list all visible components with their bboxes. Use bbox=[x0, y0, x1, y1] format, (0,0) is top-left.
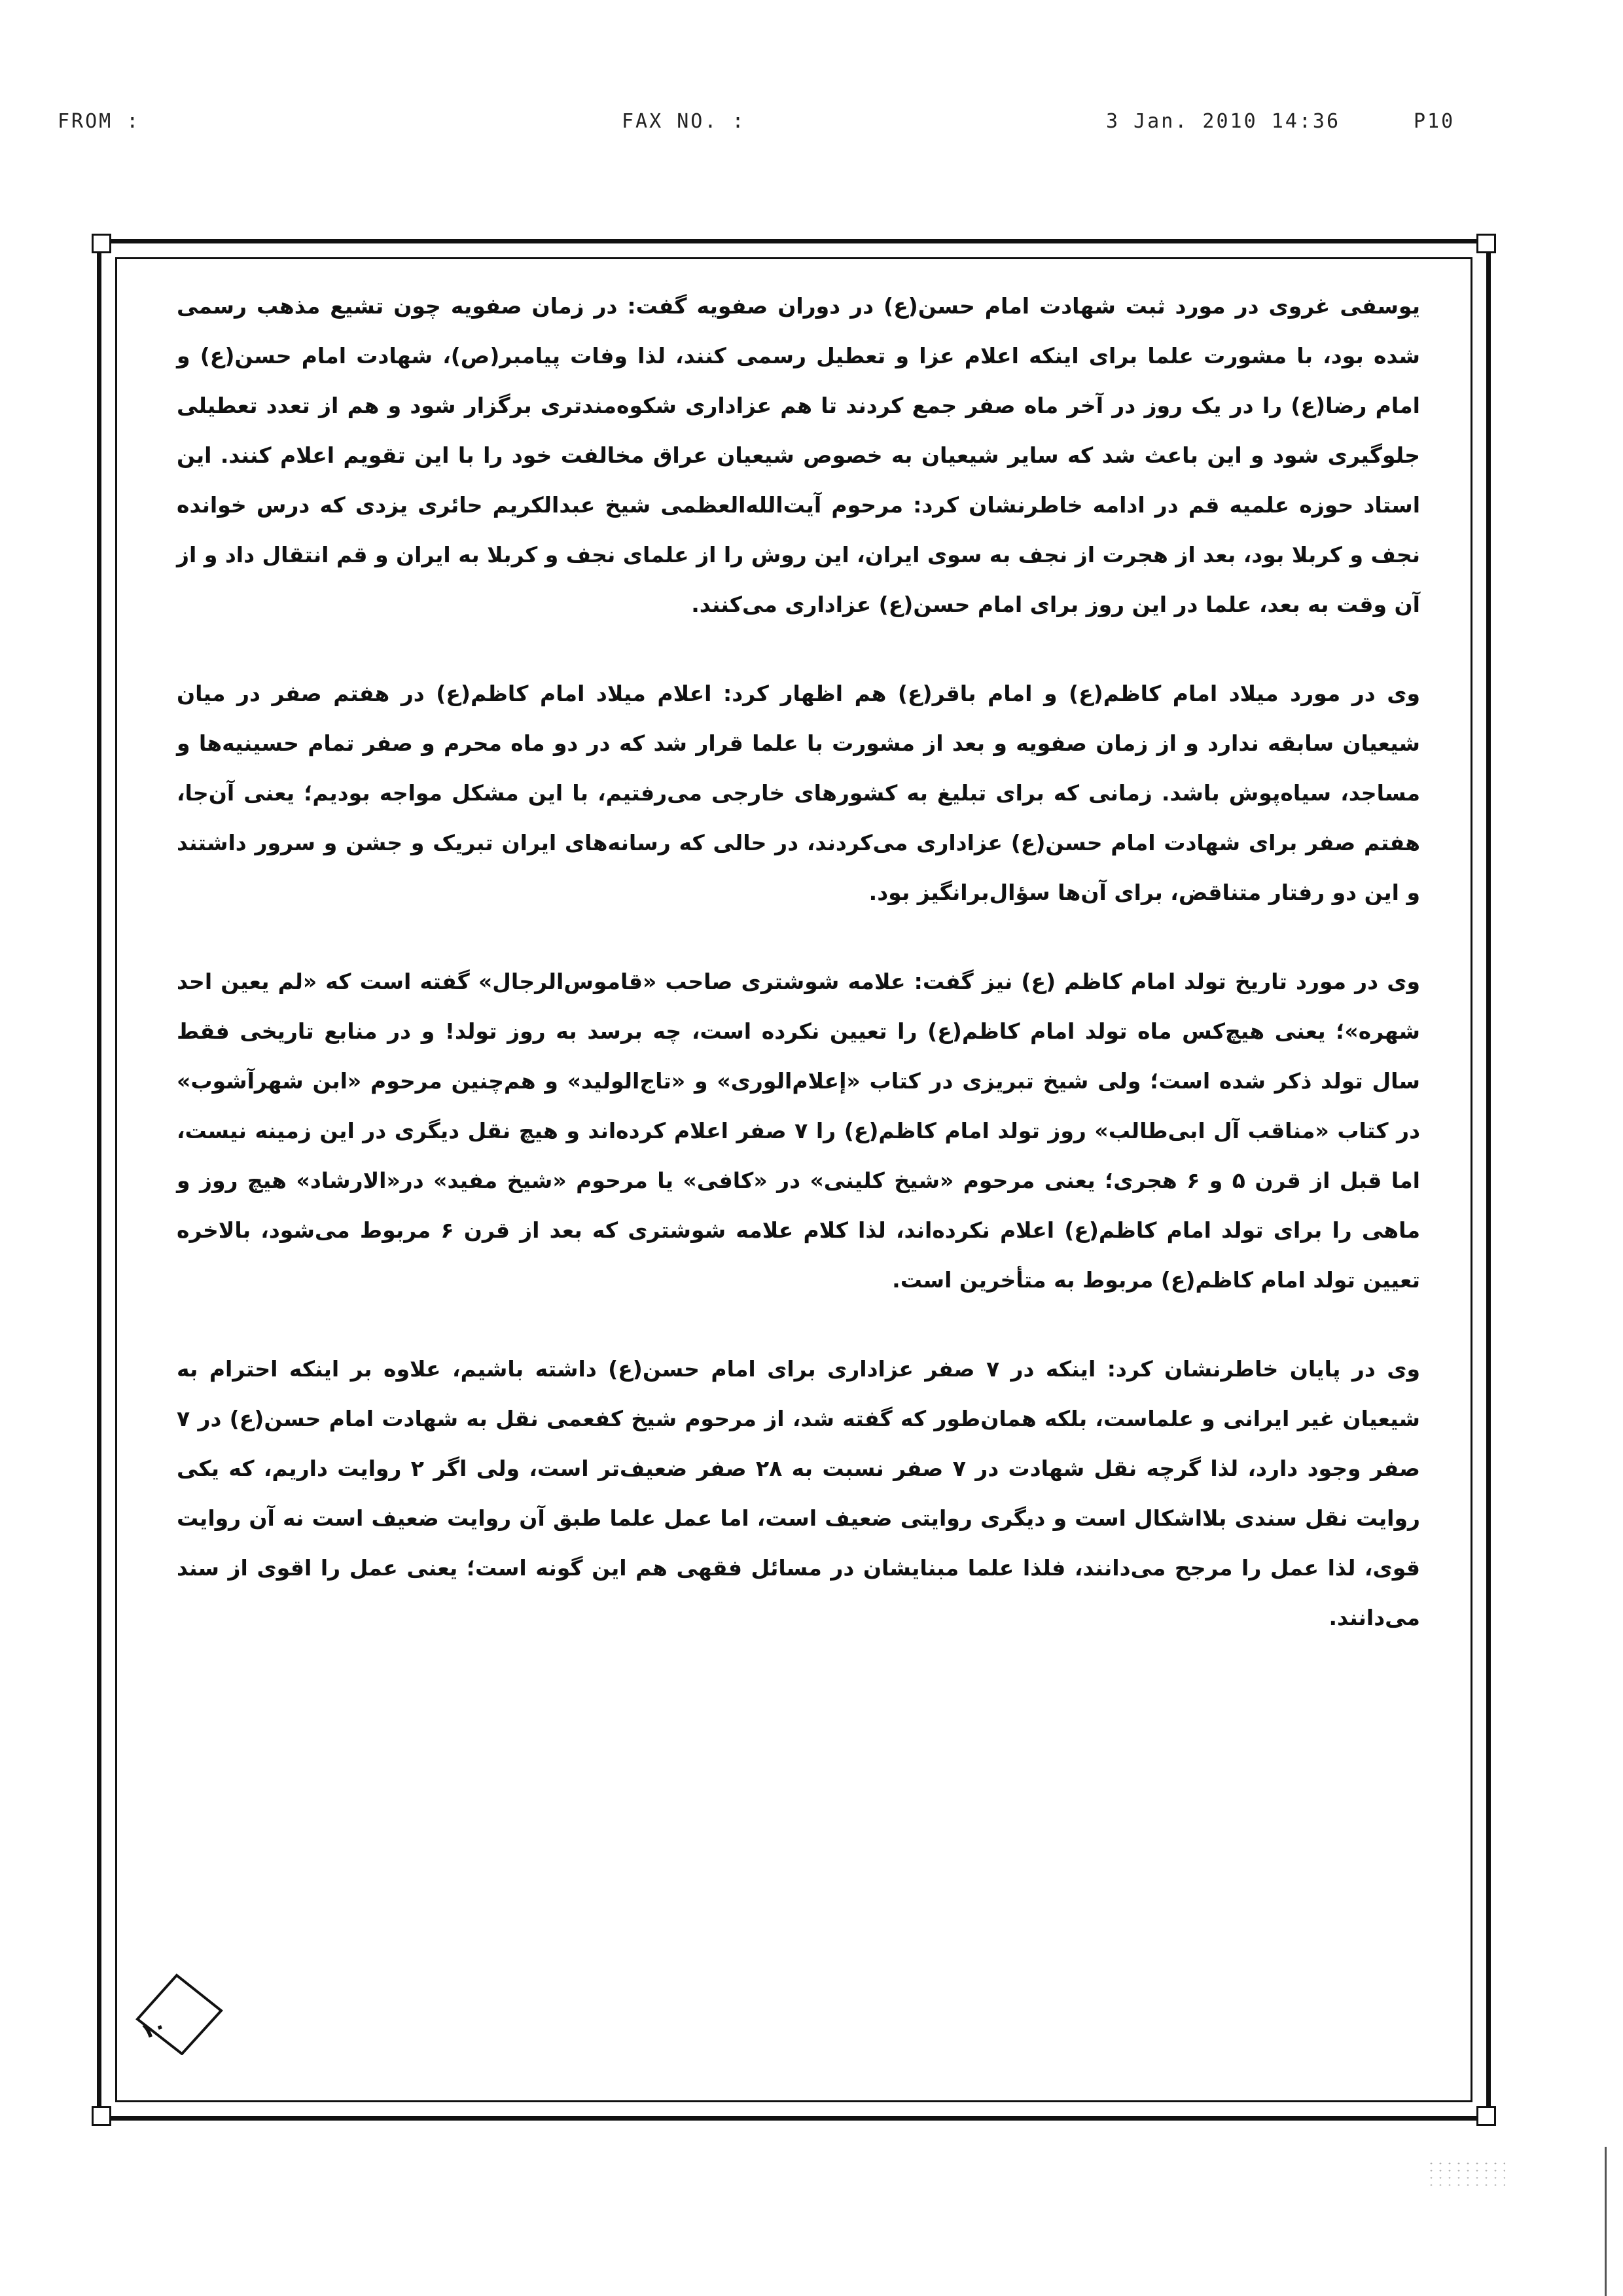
fax-date: 3 Jan. 2010 14:36 bbox=[1106, 110, 1341, 133]
fax-page: P10 bbox=[1414, 110, 1455, 133]
paragraph-2: وی در مورد میلاد امام کاظم(ع) و امام باقر(ع) هم اظهار کرد: اعلام میلاد امام کاظم(ع) در هفتم صفر در میان شیعیان سابقه ندارد و از زمان صفویه و بعد از مشورت با علما قرار شد که در دو ماه محرم و صفر تمام حسینیه‌ها و مساجد، سیاه‌پوش باشد. زمانی که برای تبلیغ به کشورهای خارجی می‌رفتیم، با این مشکل مواجه بودیم؛ یعنی آن‌جا، هفتم صفر برای شهادت امام حسن(ع) عزاداری می‌کردند، در حالی که رسانه‌های ایران تبریک و جشن و سرور داشتند و این دو رفتار متناقض، برای آن‌ها سؤال‌برانگیز بود. bbox=[177, 681, 1420, 905]
frame-corner bbox=[92, 234, 111, 253]
document-body bbox=[177, 281, 1420, 2049]
frame-corner bbox=[1476, 234, 1496, 253]
paragraph-3: وی در مورد تاریخ تولد امام کاظم (ع) نیز گفت: علامه شوشتری صاحب «قاموس‌الرجال» گفته است که «لم یعین احد شهره»؛ یعنی هیچ‌کس ماه تولد امام کاظم(ع) را تعیین نکرده است، چه برسد به روز تولد! و در منابع تاریخی فقط سال تولد ذکر شده است؛ ولی شیخ تبریزی در کتاب «إعلام‌الوری» و «تاج‌الولید» و هم‌چنین مرحوم «ابن شهرآشوب» در کتاب «مناقب آل ابی‌طالب» روز تولد امام کاظم(ع) را ۷ صفر اعلام کرده‌اند و هیچ نقل دیگری در این زمینه نیست، اما قبل از قرن ۵ و ۶ هجری؛ یعنی مرحوم «شیخ کلینی» در «کافی» یا مرحوم «شیخ مفید» در«الارشاد» هیچ روز و ماهی را برای تولد امام کاظم(ع) اعلام نکرده‌اند، لذا کلام علامه شوشتری که بعد از قرن ۶ مربوط می‌شود، بالاخره تعیین تولد امام کاظم(ع) مربوط به متأخرین است. bbox=[177, 969, 1421, 1293]
fax-header bbox=[0, 110, 1623, 143]
scan-edge-mark bbox=[1605, 2147, 1607, 2296]
frame-corner bbox=[1476, 2106, 1496, 2126]
paragraph-1: یوسفی غروی در مورد ثبت شهادت امام حسن(ع) در دوران صفویه گفت: در زمان صفویه چون تشیع مذهب رسمی شده بود، با مشورت علما برای اینکه اعلام عزا و تعطیل رسمی کنند، لذا وفات پیامبر(ص)، شهادت امام حسن(ع) و امام رضا(ع) را در یک روز در آخر ماه صفر جمع کردند تا هم عزاداری شکوه‌مندتری برگزار شود و هم از تعدد تعطیلی جلوگیری شود و این باعث شد که سایر شیعیان به خصوص شیعیان عراق مخالفت خود را با این تقویم اعلام کنند. این استاد حوزه علمیه قم در ادامه خاطرنشان کرد: مرحوم آیت‌الله‌العظمی شیخ عبدالکریم حائری یزدی که درس خوانده نجف و کربلا بود، بعد از هجرت از نجف به سوی ایران، این روش را از علمای نجف و کربلا به ایران و قم انتقال داد و از آن وقت به بعد، علما در این روز برای امام حسن(ع) عزاداری می‌کنند. bbox=[177, 293, 1420, 617]
frame-corner bbox=[92, 2106, 111, 2126]
paragraph-4: وی در پایان خاطرنشان کرد: اینکه در ۷ صفر عزاداری برای امام حسن(ع) داشته باشیم، علاوه بر اینکه احترام به شیعیان غیر ایرانی و علماست، بلکه همان‌طور که گفته شد، از مرحوم شیخ کفعمی نقل به شهادت امام حسن(ع) در ۷ صفر وجود دارد، لذا گرچه نقل شهادت در ۷ صفر نسبت به ۲۸ صفر ضعیف‌تر است، ولی اگر ۲ روایت داریم، که یکی روایت نقل سندی بلااشکال است و دیگری روایتی ضعیف است، اما عمل علما طبق آن روایت ضعیف است نه آن روایت قوی، لذا عمل را مرجح می‌دانند، فلذا علما مبنایشان در مسائل فقهی هم این گونه است؛ یعنی عمل را اقوی از سند می‌دانند. bbox=[177, 1356, 1421, 1630]
scan-noise bbox=[1427, 2160, 1505, 2186]
fax-number: FAX NO. : bbox=[622, 110, 746, 133]
fax-from: FROM : bbox=[58, 110, 141, 133]
page-number: ۱۰ bbox=[137, 2012, 170, 2045]
